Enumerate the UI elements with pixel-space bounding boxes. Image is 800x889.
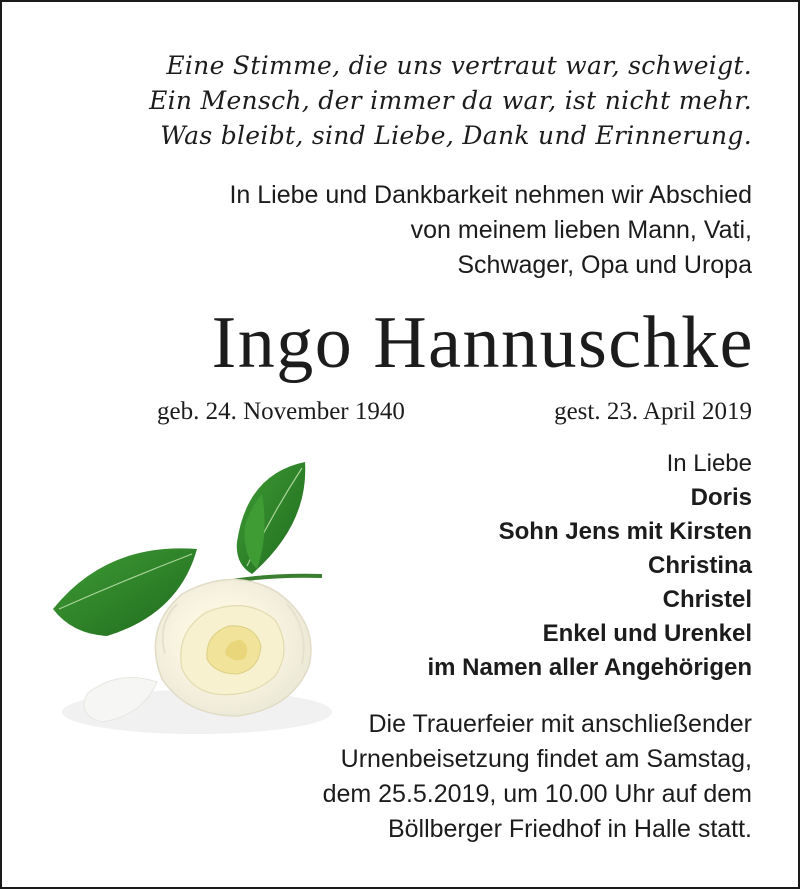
deceased-name: Ingo Hannuschke xyxy=(211,302,754,384)
life-dates xyxy=(157,395,752,429)
notice-line: Urnenbeisetzung findet am Samstag, xyxy=(340,745,752,773)
death-date: gest. 23. April 2019 xyxy=(554,398,752,425)
mourner-name: Doris xyxy=(690,484,752,511)
poem-line: Ein Mensch, der immer da war, ist nicht mehr. xyxy=(149,86,752,115)
funeral-notice xyxy=(323,707,752,847)
notice-line: Die Trauerfeier mit anschließender xyxy=(368,710,752,738)
notice-line: dem 25.5.2019, um 10.00 Uhr auf dem xyxy=(322,780,752,808)
poem-line: Was bleibt, sind Liebe, Dank und Erinnerung. xyxy=(160,121,752,150)
memorial-poem xyxy=(149,48,752,153)
notice-line: Böllberger Friedhof in Halle statt. xyxy=(387,815,752,843)
intro-line: In Liebe und Dankbarkeit nehmen wir Abschied xyxy=(229,181,752,209)
mourners-lead: In Liebe xyxy=(666,450,752,477)
intro-line: Schwager, Opa und Uropa xyxy=(457,251,752,279)
birth-date: geb. 24. November 1940 xyxy=(157,398,405,425)
poem-line: Eine Stimme, die uns vertraut war, schweigt. xyxy=(166,51,752,80)
mourner-name: Christel xyxy=(662,586,752,613)
mourner-name: Sohn Jens mit Kirsten xyxy=(498,518,752,545)
mourner-name: im Namen aller Angehörigen xyxy=(427,654,752,681)
mourner-name: Christina xyxy=(647,552,752,579)
mourners-list xyxy=(427,447,752,685)
farewell-intro xyxy=(229,178,752,283)
mourner-name: Enkel und Urenkel xyxy=(542,620,752,647)
white-rose-image xyxy=(47,454,352,744)
intro-line: von meinem lieben Mann, Vati, xyxy=(410,216,752,244)
